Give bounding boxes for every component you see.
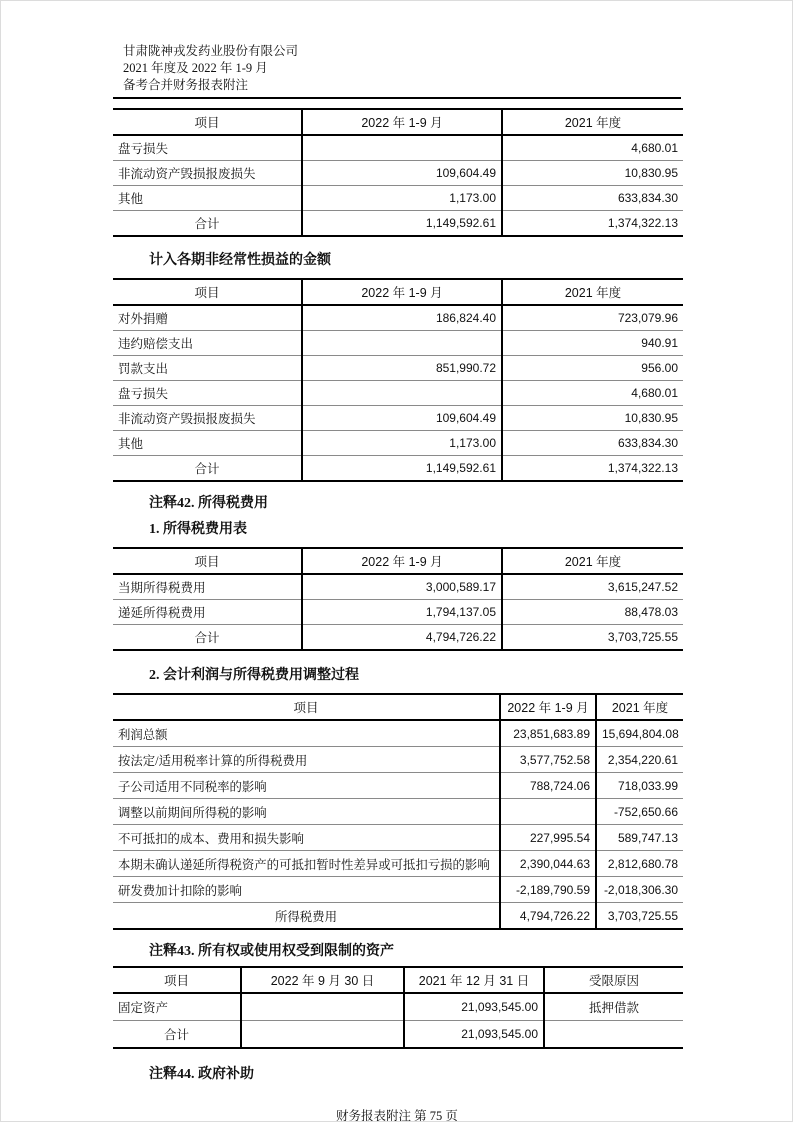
table-cell: 不可抵扣的成本、费用和损失影响 bbox=[113, 825, 500, 851]
table-cell: 723,079.96 bbox=[502, 305, 683, 331]
section-heading-note43: 注释43. 所有权或使用权受到限制的资产 bbox=[149, 944, 394, 959]
page-footer: 财务报表附注 第 75 页 bbox=[336, 1109, 458, 1122]
column-header: 项目 bbox=[113, 967, 241, 993]
table-cell bbox=[241, 1021, 404, 1049]
table-header-row bbox=[113, 694, 683, 720]
table-cell: 按法定/适用税率计算的所得税费用 bbox=[113, 747, 500, 773]
table-cell bbox=[544, 1021, 683, 1049]
table-row bbox=[113, 625, 683, 651]
table-cell: 3,703,725.55 bbox=[596, 903, 683, 930]
column-header: 项目 bbox=[113, 109, 302, 135]
table-row bbox=[113, 773, 683, 799]
header-divider bbox=[113, 97, 681, 99]
section-heading-non-recurring: 计入各期非经常性损益的金额 bbox=[149, 253, 331, 268]
table-row bbox=[113, 600, 683, 625]
table-cell: 2,354,220.61 bbox=[596, 747, 683, 773]
table-row bbox=[113, 747, 683, 773]
table-header-row bbox=[113, 967, 683, 993]
table-cell: 186,824.40 bbox=[302, 305, 502, 331]
column-header: 2021 年度 bbox=[502, 279, 683, 305]
table-cell: 4,680.01 bbox=[502, 381, 683, 406]
table-cell: 合计 bbox=[113, 211, 302, 237]
table-cell bbox=[302, 381, 502, 406]
header-report-title: 备考合并财务报表附注 bbox=[123, 78, 249, 92]
table-cell: 当期所得税费用 bbox=[113, 574, 302, 600]
table-row bbox=[113, 903, 683, 930]
table-cell: 3,577,752.58 bbox=[500, 747, 596, 773]
table-cell: 其他 bbox=[113, 186, 302, 211]
table-cell: 盘亏损失 bbox=[113, 135, 302, 161]
table-header-row bbox=[113, 109, 683, 135]
table-non-recurring-items bbox=[113, 278, 683, 482]
table-cell: -2,189,790.59 bbox=[500, 877, 596, 903]
table-row bbox=[113, 825, 683, 851]
table-cell: 非流动资产毁损报废损失 bbox=[113, 161, 302, 186]
table-cell: 21,093,545.00 bbox=[404, 993, 544, 1021]
table-header-row bbox=[113, 548, 683, 574]
header-report-period: 2021 年度及 2022 年 1-9 月 bbox=[123, 61, 268, 75]
table-cell: 227,995.54 bbox=[500, 825, 596, 851]
table-row bbox=[113, 851, 683, 877]
column-header: 2021 年度 bbox=[502, 109, 683, 135]
table-cell: 940.91 bbox=[502, 331, 683, 356]
table-row bbox=[113, 456, 683, 482]
table-cell: 违约赔偿支出 bbox=[113, 331, 302, 356]
column-header: 2021 年度 bbox=[502, 548, 683, 574]
table-cell: 10,830.95 bbox=[502, 406, 683, 431]
table-cell: 718,033.99 bbox=[596, 773, 683, 799]
table-cell: 109,604.49 bbox=[302, 406, 502, 431]
table-cell: 递延所得税费用 bbox=[113, 600, 302, 625]
table-cell: 所得税费用 bbox=[113, 903, 500, 930]
table-row bbox=[113, 331, 683, 356]
table-cell: 633,834.30 bbox=[502, 431, 683, 456]
document-header bbox=[123, 43, 681, 94]
table-cell: 851,990.72 bbox=[302, 356, 502, 381]
table-cell: 抵押借款 bbox=[544, 993, 683, 1021]
table-cell: 88,478.03 bbox=[502, 600, 683, 625]
table-cell: 3,703,725.55 bbox=[502, 625, 683, 651]
table-cell: 合计 bbox=[113, 1021, 241, 1049]
table-cell: -2,018,306.30 bbox=[596, 877, 683, 903]
table-row bbox=[113, 720, 683, 747]
table-row bbox=[113, 211, 683, 237]
table-loss-items bbox=[113, 108, 683, 237]
table-cell: 固定资产 bbox=[113, 993, 241, 1021]
table-cell: 1,173.00 bbox=[302, 186, 502, 211]
column-header: 项目 bbox=[113, 694, 500, 720]
table-row bbox=[113, 993, 683, 1021]
table-row bbox=[113, 574, 683, 600]
column-header: 2021 年度 bbox=[596, 694, 683, 720]
table-row bbox=[113, 186, 683, 211]
column-header: 项目 bbox=[113, 548, 302, 574]
table-cell: 21,093,545.00 bbox=[404, 1021, 544, 1049]
table-row bbox=[113, 1021, 683, 1049]
table-row bbox=[113, 161, 683, 186]
table-cell: -752,650.66 bbox=[596, 799, 683, 825]
table-cell: 调整以前期间所得税的影响 bbox=[113, 799, 500, 825]
column-header: 项目 bbox=[113, 279, 302, 305]
subsection-heading-tax-reconciliation: 2. 会计利润与所得税费用调整过程 bbox=[149, 668, 359, 683]
table-cell: 2,812,680.78 bbox=[596, 851, 683, 877]
table-cell bbox=[302, 135, 502, 161]
column-header: 2022 年 1-9 月 bbox=[302, 109, 502, 135]
column-header: 2021 年 12 月 31 日 bbox=[404, 967, 544, 993]
column-header: 2022 年 9 月 30 日 bbox=[241, 967, 404, 993]
table-cell: 23,851,683.89 bbox=[500, 720, 596, 747]
header-company-name: 甘肃陇神戎发药业股份有限公司 bbox=[123, 44, 299, 58]
section-heading-note44: 注释44. 政府补助 bbox=[149, 1067, 254, 1082]
table-cell: 合计 bbox=[113, 625, 302, 651]
table-cell: 其他 bbox=[113, 431, 302, 456]
column-header: 2022 年 1-9 月 bbox=[302, 548, 502, 574]
table-cell: 非流动资产毁损报废损失 bbox=[113, 406, 302, 431]
table-cell: 1,173.00 bbox=[302, 431, 502, 456]
table-cell: 研发费加计扣除的影响 bbox=[113, 877, 500, 903]
table-cell: 4,680.01 bbox=[502, 135, 683, 161]
table-cell: 109,604.49 bbox=[302, 161, 502, 186]
table-cell: 罚款支出 bbox=[113, 356, 302, 381]
table-cell: 3,615,247.52 bbox=[502, 574, 683, 600]
table-cell: 589,747.13 bbox=[596, 825, 683, 851]
column-header: 2022 年 1-9 月 bbox=[500, 694, 596, 720]
table-cell: 本期未确认递延所得税资产的可抵扣暂时性差异或可抵扣亏损的影响 bbox=[113, 851, 500, 877]
table-row bbox=[113, 356, 683, 381]
table-row bbox=[113, 431, 683, 456]
section-heading-note42: 注释42. 所得税费用 bbox=[149, 496, 268, 511]
column-header: 受限原因 bbox=[544, 967, 683, 993]
table-row bbox=[113, 799, 683, 825]
table-row bbox=[113, 877, 683, 903]
table-cell: 788,724.06 bbox=[500, 773, 596, 799]
table-cell: 1,374,322.13 bbox=[502, 211, 683, 237]
table-restricted-assets bbox=[113, 966, 683, 1049]
table-cell: 2,390,044.63 bbox=[500, 851, 596, 877]
table-cell bbox=[241, 993, 404, 1021]
table-cell: 盘亏损失 bbox=[113, 381, 302, 406]
table-cell: 15,694,804.08 bbox=[596, 720, 683, 747]
table-cell: 合计 bbox=[113, 456, 302, 482]
table-cell: 633,834.30 bbox=[502, 186, 683, 211]
table-header-row bbox=[113, 279, 683, 305]
table-cell: 1,149,592.61 bbox=[302, 211, 502, 237]
table-cell: 1,149,592.61 bbox=[302, 456, 502, 482]
table-cell: 子公司适用不同税率的影响 bbox=[113, 773, 500, 799]
subsection-heading-income-tax-table: 1. 所得税费用表 bbox=[149, 522, 247, 537]
table-cell: 利润总额 bbox=[113, 720, 500, 747]
table-row bbox=[113, 135, 683, 161]
table-tax-reconciliation bbox=[113, 693, 683, 930]
column-header: 2022 年 1-9 月 bbox=[302, 279, 502, 305]
table-cell: 4,794,726.22 bbox=[302, 625, 502, 651]
table-cell: 对外捐赠 bbox=[113, 305, 302, 331]
table-row bbox=[113, 305, 683, 331]
table-cell: 3,000,589.17 bbox=[302, 574, 502, 600]
table-income-tax-expense bbox=[113, 547, 683, 651]
table-cell bbox=[302, 331, 502, 356]
table-cell: 10,830.95 bbox=[502, 161, 683, 186]
table-cell: 1,794,137.05 bbox=[302, 600, 502, 625]
table-cell bbox=[500, 799, 596, 825]
table-cell: 4,794,726.22 bbox=[500, 903, 596, 930]
table-cell: 1,374,322.13 bbox=[502, 456, 683, 482]
table-row bbox=[113, 406, 683, 431]
table-cell: 956.00 bbox=[502, 356, 683, 381]
table-row bbox=[113, 381, 683, 406]
